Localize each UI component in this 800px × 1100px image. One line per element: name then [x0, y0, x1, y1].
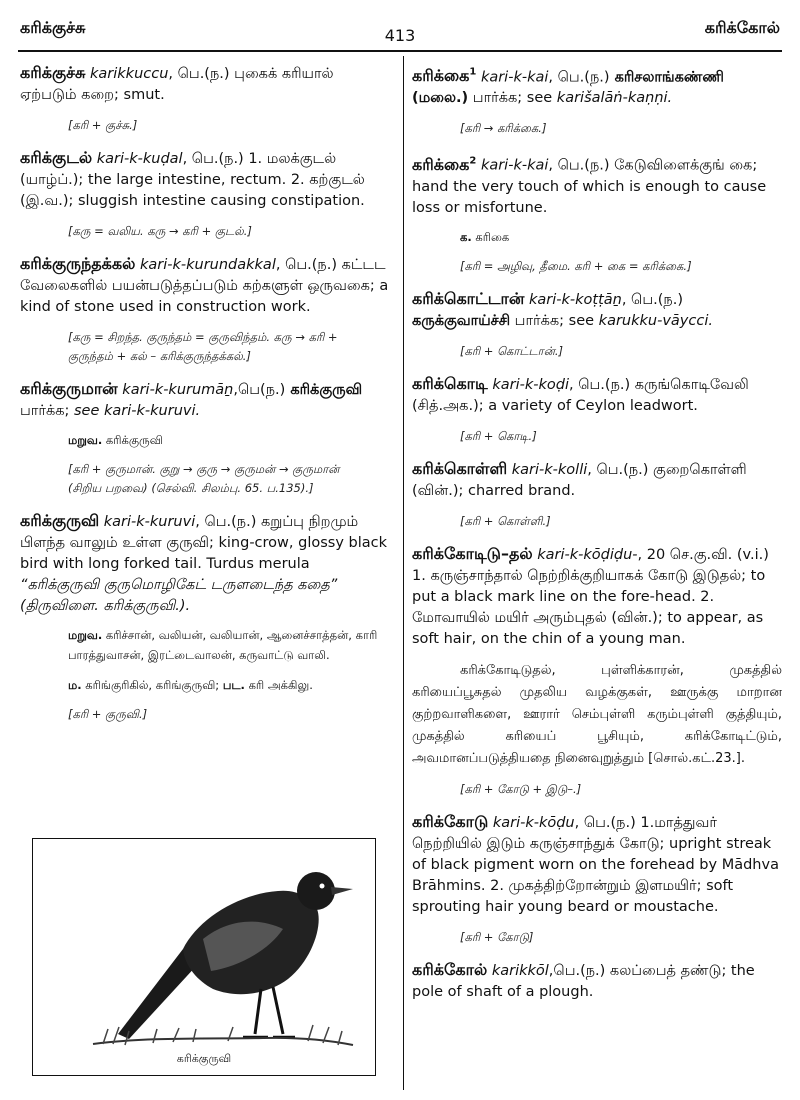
headword: கரிக்கொடி: [412, 373, 488, 393]
etymology: [கரி + கோடு + இடு–.]: [460, 781, 582, 796]
transliteration: kari-k-koḍi: [492, 376, 570, 393]
headword-text: கரிக்கை: [412, 154, 470, 174]
synonym-note: [68, 625, 392, 665]
see-reference: karukku-vāycci.: [598, 312, 713, 329]
bird-illustration: [32, 838, 376, 1076]
definition: புகைக் கரியால் ஏற்படும் கறை; smut.: [20, 66, 334, 103]
synonyms: கரிக்குருவி: [102, 433, 163, 447]
transliteration: kari-k-kai: [480, 157, 549, 174]
cross-reference: கரிசலாங்கண்ணி (மலை.): [412, 69, 724, 107]
cognate-note: [460, 227, 782, 247]
etymology: [கரி = அழிவு, தீமை. கரி + கை = கரிக்கை.]: [460, 258, 692, 273]
cross-reference: கருக்குவாய்ச்சி: [412, 312, 511, 329]
cognate-label: ம.: [68, 678, 82, 692]
etymology-line: குருந்தம் + கல் – கரிக்குருந்தக்கல்.]: [68, 349, 251, 363]
grammar: , பெ.(ந.): [548, 69, 610, 86]
dictionary-entry: [20, 253, 392, 318]
transliteration: kari-k-kurumāṉ: [122, 382, 234, 398]
grammar: , பெ.(ந.): [569, 376, 631, 393]
quotation: “கரிக்குருவி குருமொழிகேட் டருளடைந்த கதை” (திருவிளை. கரிக்குருவி.).: [20, 577, 338, 614]
etymology-line: [கரு = சிறந்த. குருந்தம் = குருவிந்தம். கரு → கரி +: [68, 330, 338, 344]
etymology: [கரி + கொட்டான்.]: [460, 343, 563, 358]
headword: [412, 66, 476, 85]
definition: பார்க்க;: [20, 403, 74, 419]
page-header: [18, 6, 782, 52]
headword: கரிக்குருந்தக்கல்: [20, 254, 136, 273]
synonym-note: [68, 430, 392, 450]
headword: கரிக்குருவி: [20, 511, 100, 530]
dictionary-entry: [20, 378, 392, 422]
cognate-label: க.: [460, 229, 472, 244]
synonym-label: மறுவ.: [68, 628, 103, 642]
transliteration: karikkuccu: [90, 66, 169, 82]
cognate-label: பட.: [222, 678, 245, 692]
etymology-line: [கரி + குருமான். குறு → குரு → குருமன் → குருமான்: [68, 462, 340, 476]
homograph-number: 1: [469, 67, 477, 78]
etymology: [கரு = வலிய. கரு → கரி + குடல்.]: [68, 224, 252, 238]
transliteration: kari-k-koṭṭāṉ: [528, 291, 622, 308]
headword: கரிக்கோல்: [412, 959, 488, 979]
headword: கரிக்கோடு: [412, 811, 489, 831]
grammar: , 20 செ.கு.வி. (v.i.): [637, 546, 769, 563]
headword: கரிக்கொள்ளி: [412, 458, 508, 478]
definition: குறைகொள்ளி (வின்.); charred brand.: [412, 461, 747, 499]
dictionary-entry: [412, 543, 782, 650]
etymology: [68, 328, 392, 366]
transliteration: kari-k-kōḍiḍu-: [537, 546, 638, 563]
see-reference: karišalāṅ-kaṇṇi.: [556, 90, 673, 107]
headword: கரிக்குருமான்: [20, 379, 118, 398]
right-column: [412, 62, 782, 1009]
dictionary-entry: [20, 62, 392, 106]
dictionary-entry: [412, 959, 782, 1003]
headword: கரிக்குடல்: [20, 148, 93, 167]
definition: 1.மாத்துவர் நெற்றியில் இடும் கருஞ்சாந்துக் கோடு; upright streak of black pigment worn on the forehead by Mādhva Brāhmins. 2. முகத்திற்றோன்றும் இளமயிர்; soft sprouting hair young beard or moustache.: [412, 814, 779, 915]
grammar: , பெ.(ந.): [587, 461, 649, 478]
dictionary-entry: [412, 150, 782, 218]
headword: கரிக்கோடிடு–தல்: [412, 543, 533, 563]
cognate-note: [68, 675, 392, 695]
transliteration: kari-k-kuruvi: [103, 514, 196, 530]
grammar: , பெ.(ந.): [621, 291, 683, 308]
see-reference: see kari-k-kuruvi.: [74, 403, 201, 419]
transliteration: kari-k-kurundakkal: [139, 257, 276, 273]
homograph-number: 2: [469, 155, 477, 167]
definition: பார்க்க; see: [468, 90, 557, 107]
definition: கேடுவிளைக்குங் கை; hand the very touch of which is enough to cause loss or misfortune.: [412, 157, 767, 216]
transliteration: karikkōl: [491, 962, 549, 979]
etymology: [கரி → கரிக்கை.]: [460, 121, 547, 136]
transliteration: kari-k-kolli: [511, 461, 588, 478]
cognates: கரிங்குரிகில், கரிங்குருவி;: [81, 678, 223, 692]
synonym-label: மறுவ.: [68, 433, 103, 447]
header-left-guide-word: கரிக்குச்சு: [20, 18, 86, 37]
grammar: , பெ.(ந.): [195, 514, 257, 530]
grammar: ,பெ.(ந.): [548, 962, 606, 979]
dictionary-entry: [412, 458, 782, 502]
etymology: [68, 460, 392, 498]
headword: [412, 155, 476, 174]
dictionary-entry: [412, 373, 782, 417]
grammar: , பெ.(ந.): [548, 157, 610, 174]
definition: பார்க்க; see: [510, 312, 599, 329]
definition: கருங்கொடிவேலி (சித்.அக.); a variety of Ceylon leadwort.: [412, 376, 749, 414]
headword: கரிக்கொட்டான்: [412, 288, 525, 308]
dictionary-entry: [412, 62, 782, 109]
left-column: [20, 62, 392, 736]
etymology-line: (சிறிய பறவை) (செல்வி. சிலம்பு. 65. ப.135).]: [68, 481, 314, 495]
grammar: , பெ.(ந.): [275, 257, 337, 273]
definition: 1. மலக்குடல் (யாழ்ப்.); the large intestine, rectum. 2. கற்குடல் (இ.வ.); sluggish intestine causing constipation.: [20, 151, 365, 209]
dictionary-entry: [412, 288, 782, 332]
transliteration: kari-k-kai: [480, 69, 549, 86]
grammar: ,பெ(ந.): [233, 382, 286, 398]
dictionary-entry: [20, 147, 392, 212]
definition: கலப்பைத் தண்டு; the pole of shaft of a plough.: [412, 962, 755, 1000]
grammar: , பெ.(ந.): [182, 151, 244, 167]
etymology: [கரி + கொள்ளி.]: [460, 513, 551, 528]
dictionary-entry: [20, 510, 392, 617]
figure-caption: கரிக்குருவி: [176, 1052, 232, 1065]
headword-text: கரிக்கை: [412, 66, 470, 86]
etymology: [கரி + குருவி.]: [68, 707, 148, 721]
definition: கறுப்பு நிறமும் பிளந்த வாலும் உள்ள குருவி; king-crow, glossy black bird with long forked tail. Turdus merula: [20, 514, 388, 572]
etymology: [கரி + குச்சு.]: [68, 118, 138, 132]
cross-reference: கரிக்குருவி: [285, 382, 363, 398]
blackbird-drawing: [33, 839, 375, 1075]
cognates: கரிகை: [471, 229, 510, 244]
transliteration: kari-k-kuḍal: [96, 151, 183, 167]
dictionary-entry: [412, 811, 782, 918]
cognates: கரி அக்கிலு.: [244, 678, 313, 692]
grammar: , பெ.(ந.): [168, 66, 230, 82]
synonyms: கரிச்சான், வலியன், வலியான், ஆனைச்சாத்தன், காரி பாரத்துவாசன், இரட்டைவாலன், கருவாட்டு வாலி.: [68, 628, 378, 662]
etymology: [கரி + கோடு]: [460, 929, 534, 944]
page-number: 413: [384, 26, 416, 45]
definition: 1. கருஞ்சாந்தால் நெற்றிக்குறியாகக் கோடு இடுதல்; to put a black mark line on the fore-head. 2. மோவாயில் மயிர் அரும்புதல் (வின்.); to appear, as soft hair, on the chin of a young man.: [412, 567, 766, 647]
column-divider: [403, 56, 404, 1090]
header-right-guide-word: கரிக்கோல்: [704, 18, 780, 37]
etymology: [கரி + கொடி.]: [460, 428, 537, 443]
transliteration: kari-k-kōḍu: [492, 814, 575, 831]
grammar: , பெ.(ந.): [574, 814, 636, 831]
definition: கட்டட வேலைகளில் பயன்படுத்தப்படும் கற்களுள் ஒருவகை; a kind of stone used in construction work.: [20, 257, 389, 315]
headword: கரிக்குச்சு: [20, 63, 86, 82]
usage-paragraph: கரிக்கோடிடுதல், புள்ளிக்காரன், முகத்தில் கரியைப்பூசுதல் முதலிய வழக்குகள், ஊருக்கு மாறான குற்றவாளிகளை, ஊரார் செம்புள்ளி கரும்புள்ளி குத்தியும், முகத்தில் கரியைப் பூசியும், கரிக்கோடிட்டும், அவமானப்படுத்தியதை நினைவுறுத்தும் [சொல்.கட்.23.].: [412, 662, 782, 766]
